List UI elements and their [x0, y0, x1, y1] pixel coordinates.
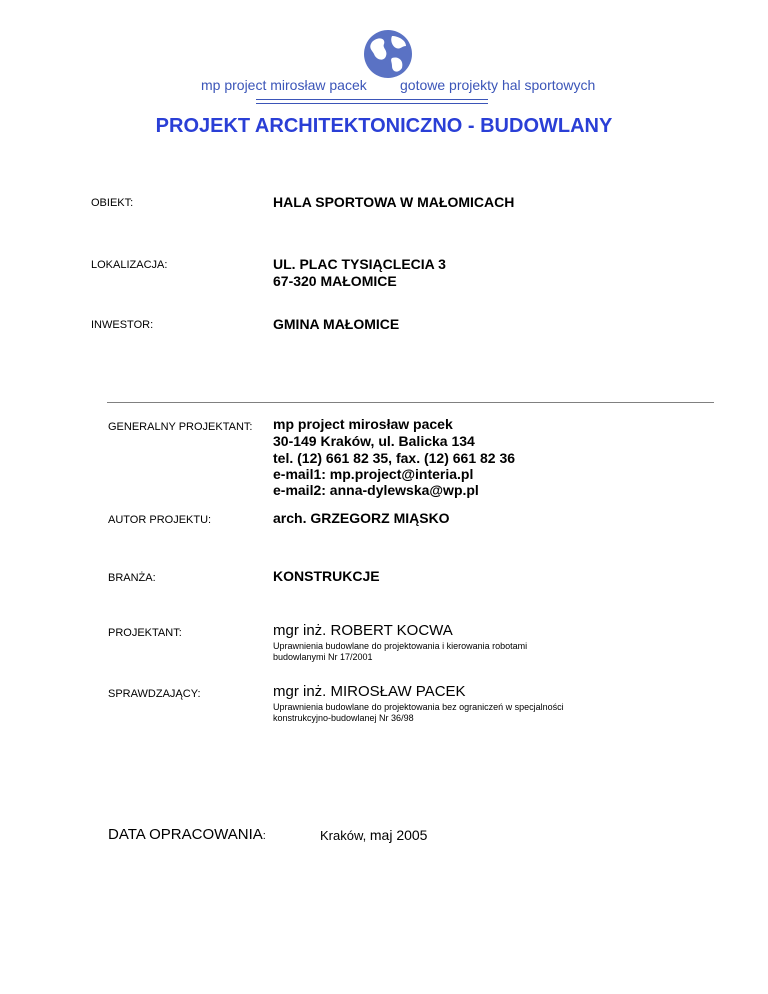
gp-line-2: 30-149 Kraków, ul. Balicka 134	[273, 433, 475, 449]
gp-line-1: mp project mirosław pacek	[273, 416, 453, 432]
data-opracowania-label: DATA OPRACOWANIA:	[108, 826, 266, 843]
section-divider	[107, 402, 714, 403]
gp-line-5: e-mail2: anna-dylewska@wp.pl	[273, 482, 479, 498]
lokalizacja-line2: 67-320 MAŁOMICE	[273, 273, 397, 289]
projektant-name: mgr inż. ROBERT KOCWA	[273, 622, 453, 639]
globe-icon	[362, 28, 414, 80]
gp-line-4: e-mail1: mp.project@interia.pl	[273, 466, 474, 482]
branza-value: KONSTRUKCJE	[273, 568, 380, 584]
generalny-projektant-label: GENERALNY PROJEKTANT:	[108, 421, 253, 433]
sprawdzajacy-name: mgr inż. MIROSŁAW PACEK	[273, 683, 466, 700]
inwestor-value: GMINA MAŁOMICE	[273, 316, 400, 332]
data-opracowania-value: Kraków, maj 2005	[320, 827, 428, 843]
obiekt-value: HALA SPORTOWA W MAŁOMICACH	[273, 194, 515, 210]
projektant-label: PROJEKTANT:	[108, 627, 182, 639]
sprawdzajacy-note-1: Uprawnienia budowlane do projektowania bez ograniczeń w specjalności	[273, 702, 564, 712]
sprawdzajacy-note-2: konstrukcyjno-budowlanej Nr 36/98	[273, 713, 414, 723]
gp-line-3: tel. (12) 661 82 35, fax. (12) 661 82 36	[273, 450, 516, 466]
autor-value: arch. GRZEGORZ MIĄSKO	[273, 510, 450, 526]
company-name: mp project mirosław pacek	[201, 77, 367, 93]
page-title: PROJEKT ARCHITEKTONICZNO - BUDOWLANY	[155, 115, 613, 137]
projektant-note-1: Uprawnienia budowlane do projektowania i kierowania robotami	[273, 641, 528, 651]
company-tagline: gotowe projekty hal sportowych	[400, 77, 596, 93]
header-divider	[256, 99, 488, 104]
lokalizacja-label: LOKALIZACJA:	[91, 259, 168, 271]
lokalizacja-line1: UL. PLAC TYSIĄCLECIA 3	[273, 256, 446, 272]
autor-label: AUTOR PROJEKTU:	[108, 514, 212, 526]
obiekt-label: OBIEKT:	[91, 197, 134, 209]
projektant-note-2: budowlanymi Nr 17/2001	[273, 652, 373, 662]
sprawdzajacy-label: SPRAWDZAJĄCY:	[108, 688, 201, 700]
branza-label: BRANŻA:	[108, 572, 156, 584]
inwestor-label: INWESTOR:	[91, 319, 154, 331]
